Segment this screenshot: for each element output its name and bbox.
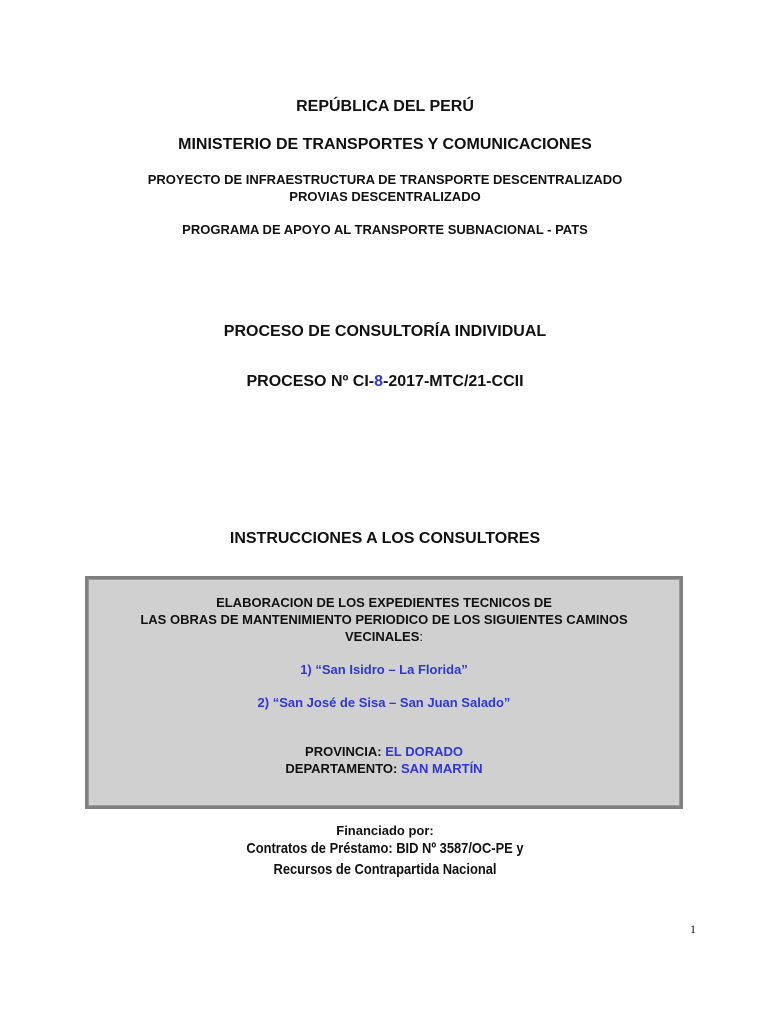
country-heading: REPÚBLICA DEL PERÚ <box>296 98 474 115</box>
process-number-title <box>0 373 770 391</box>
financing-line2: Recursos de Contrapartida Nacional <box>273 861 497 878</box>
province-value: EL DORADO <box>385 744 463 759</box>
department-label: DEPARTAMENTO: <box>285 761 401 776</box>
instructions-title: INSTRUCCIONES A LOS CONSULTORES <box>229 530 541 547</box>
scope-line1: ELABORACION DE LOS EXPEDIENTES TECNICOS DE <box>216 595 552 610</box>
financing-line1: Contratos de Préstamo: BID Nº 3587/OC-PE y <box>246 840 524 857</box>
project-heading-line1: PROYECTO DE INFRAESTRUCTURA DE TRANSPORTE DESCENTRALIZADO <box>147 172 623 187</box>
scope-line3 <box>88 629 680 644</box>
province-label: PROVINCIA: <box>305 744 386 759</box>
process-type-title: PROCESO DE CONSULTORÍA INDIVIDUAL <box>223 323 547 340</box>
scope-line2: LAS OBRAS DE MANTENIMIENTO PERIODICO DE LOS SIGUIENTES CAMINOS <box>140 612 628 627</box>
department-value: SAN MARTÍN <box>400 761 483 776</box>
province-line <box>88 744 680 759</box>
project-scope-box <box>85 576 683 809</box>
project-heading-line2: PROVIAS DESCENTRALIZADO <box>289 189 481 204</box>
financing-label: Financiado por: <box>336 823 434 838</box>
road-item-2: 2) “San José de Sisa – San Juan Salado” <box>257 695 511 710</box>
road-item-1: 1) “San Isidro – La Florida” <box>300 662 468 677</box>
process-number-highlight: 8 <box>374 373 384 390</box>
department-line <box>88 761 680 776</box>
program-heading: PROGRAMA DE APOYO AL TRANSPORTE SUBNACIONAL - PATS <box>182 222 588 237</box>
ministry-heading: MINISTERIO DE TRANSPORTES Y COMUNICACIONES <box>178 136 592 153</box>
page-number: 1 <box>690 922 696 936</box>
process-number-suffix: -2017-MTC/21-CCII <box>383 373 524 390</box>
scope-line3-colon: : <box>419 629 424 644</box>
process-number-prefix: PROCESO Nº CI- <box>246 373 375 390</box>
scope-line3-text: VECINALES <box>344 629 420 644</box>
